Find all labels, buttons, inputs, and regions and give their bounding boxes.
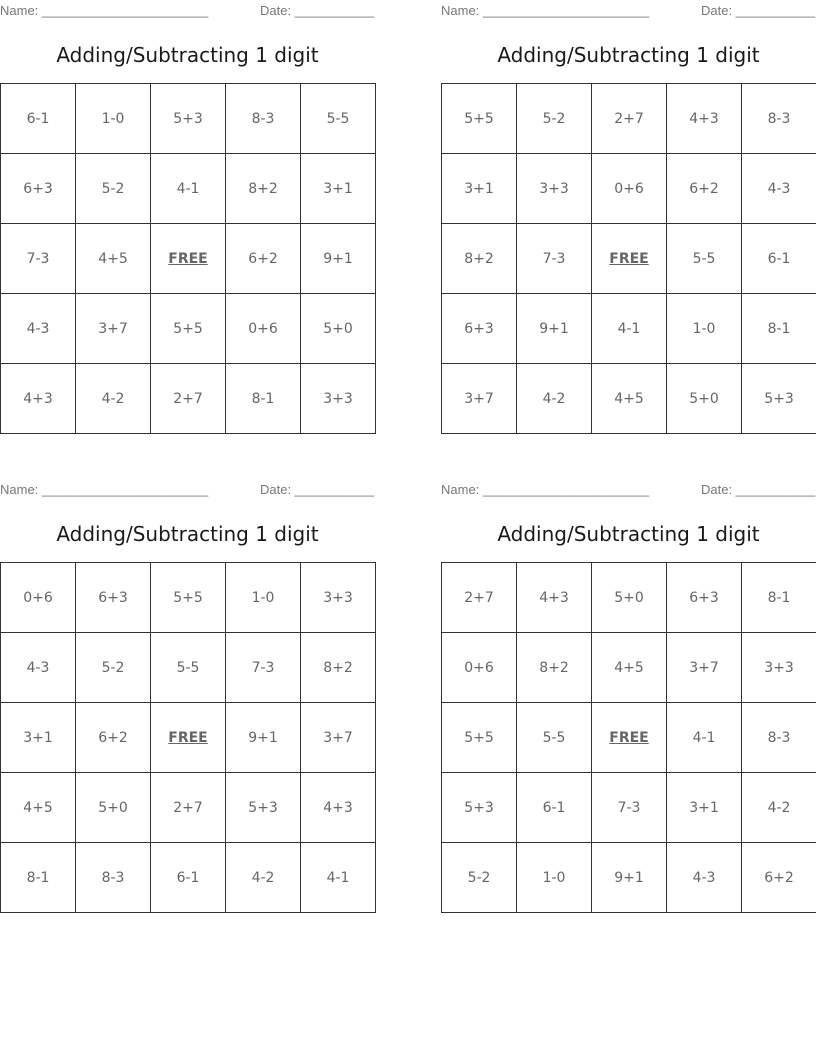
- grid-cell: 6-1: [151, 843, 226, 913]
- name-line: Name: _______________________: [0, 3, 209, 18]
- grid-row: [442, 294, 816, 364]
- date-line: Date: ___________: [260, 3, 375, 18]
- grid-cell: 5+3: [742, 364, 816, 434]
- name-date-row: [0, 482, 375, 498]
- grid-cell: 6+2: [76, 703, 151, 773]
- grid-cell: 1-0: [226, 563, 301, 633]
- free-space-cell: FREE: [151, 703, 226, 773]
- grid-row: [1, 773, 376, 843]
- grid-row: [442, 154, 816, 224]
- grid-cell: 4-3: [742, 154, 816, 224]
- grid-cell: 2+7: [442, 563, 517, 633]
- card-title: Adding/Subtracting 1 digit: [497, 43, 760, 67]
- grid-cell: 3+1: [442, 154, 517, 224]
- grid-row: [442, 563, 816, 633]
- grid-row: [1, 154, 376, 224]
- card-title: Adding/Subtracting 1 digit: [56, 43, 319, 67]
- grid-row: [442, 84, 816, 154]
- grid-cell: 5+5: [151, 563, 226, 633]
- name-date-row: [441, 482, 816, 498]
- grid-row: [1, 84, 376, 154]
- grid-cell: 4-3: [1, 633, 76, 703]
- grid-cell: 8-3: [226, 84, 301, 154]
- grid-cell: 6+2: [226, 224, 301, 294]
- date-line: Date: ___________: [701, 482, 816, 497]
- grid-cell: 7-3: [592, 773, 667, 843]
- grid-cell: 6+3: [1, 154, 76, 224]
- free-space-cell: FREE: [592, 224, 667, 294]
- grid-cell: 4+3: [1, 364, 76, 434]
- grid-cell: 5+3: [151, 84, 226, 154]
- grid-cell: 5+0: [76, 773, 151, 843]
- grid-cell: 9+1: [226, 703, 301, 773]
- grid-cell: 5+5: [151, 294, 226, 364]
- free-space-cell: FREE: [151, 224, 226, 294]
- grid-cell: 2+7: [151, 364, 226, 434]
- grid-cell: 5+3: [226, 773, 301, 843]
- name-line: Name: _______________________: [0, 482, 209, 497]
- grid-cell: 4-2: [517, 364, 592, 434]
- grid-cell: 4+3: [301, 773, 376, 843]
- name-line: Name: _______________________: [441, 3, 650, 18]
- grid-cell: 3+3: [517, 154, 592, 224]
- grid-cell: 5-2: [517, 84, 592, 154]
- grid-cell: 0+6: [592, 154, 667, 224]
- grid-cell: 5+5: [442, 84, 517, 154]
- grid-cell: 3+1: [301, 154, 376, 224]
- grid-cell: 5+0: [301, 294, 376, 364]
- grid-cell: 5-2: [76, 633, 151, 703]
- grid-row: [1, 843, 376, 913]
- grid-row: [442, 633, 816, 703]
- grid-cell: 3+7: [301, 703, 376, 773]
- grid-cell: 4-1: [592, 294, 667, 364]
- grid-cell: 1-0: [517, 843, 592, 913]
- grid-row: [442, 843, 816, 913]
- grid-cell: 6+3: [442, 294, 517, 364]
- bingo-card-top-left: [0, 0, 375, 433]
- grid-cell: 8+2: [301, 633, 376, 703]
- grid-cell: 4+5: [592, 633, 667, 703]
- grid-cell: 5+0: [667, 364, 742, 434]
- grid-cell: 4-2: [76, 364, 151, 434]
- card-title: Adding/Subtracting 1 digit: [56, 522, 319, 546]
- grid-cell: 8-1: [742, 563, 816, 633]
- grid-cell: 8+2: [517, 633, 592, 703]
- grid-cell: 9+1: [301, 224, 376, 294]
- grid-cell: 4-2: [226, 843, 301, 913]
- grid-cell: 5-5: [151, 633, 226, 703]
- grid-cell: 6+2: [742, 843, 816, 913]
- grid-cell: 8-3: [742, 703, 816, 773]
- grid-cell: 4-3: [667, 843, 742, 913]
- bingo-grid: [0, 83, 376, 434]
- grid-cell: 3+7: [76, 294, 151, 364]
- grid-row: [1, 364, 376, 434]
- grid-cell: 6+2: [667, 154, 742, 224]
- grid-cell: 3+7: [667, 633, 742, 703]
- grid-cell: 5-2: [76, 154, 151, 224]
- grid-cell: 8+2: [226, 154, 301, 224]
- grid-row: [442, 773, 816, 843]
- grid-cell: 8-1: [742, 294, 816, 364]
- grid-cell: 1-0: [667, 294, 742, 364]
- grid-cell: 3+3: [301, 364, 376, 434]
- card-title: Adding/Subtracting 1 digit: [497, 522, 760, 546]
- grid-cell: 4+5: [592, 364, 667, 434]
- grid-cell: 4+3: [667, 84, 742, 154]
- grid-cell: 4+3: [517, 563, 592, 633]
- grid-cell: 3+3: [742, 633, 816, 703]
- name-date-row: [0, 3, 375, 19]
- name-date-row: [441, 3, 816, 19]
- grid-cell: 9+1: [517, 294, 592, 364]
- grid-row: [1, 294, 376, 364]
- grid-cell: 6-1: [517, 773, 592, 843]
- grid-cell: 0+6: [1, 563, 76, 633]
- date-line: Date: ___________: [260, 482, 375, 497]
- grid-row: [442, 703, 816, 773]
- grid-cell: 5-5: [517, 703, 592, 773]
- grid-cell: 7-3: [226, 633, 301, 703]
- grid-cell: 4-1: [667, 703, 742, 773]
- grid-cell: 0+6: [226, 294, 301, 364]
- grid-cell: 8+2: [442, 224, 517, 294]
- grid-cell: 7-3: [1, 224, 76, 294]
- grid-cell: 5+5: [442, 703, 517, 773]
- grid-cell: 4-2: [742, 773, 816, 843]
- bingo-card-top-right: [441, 0, 816, 433]
- grid-cell: 8-3: [76, 843, 151, 913]
- bingo-grid: [441, 562, 816, 913]
- grid-cell: 5-2: [442, 843, 517, 913]
- date-line: Date: ___________: [701, 3, 816, 18]
- grid-row: [1, 224, 376, 294]
- grid-cell: 5-5: [301, 84, 376, 154]
- grid-cell: 6+3: [667, 563, 742, 633]
- grid-cell: 6+3: [76, 563, 151, 633]
- grid-cell: 4+5: [1, 773, 76, 843]
- grid-cell: 5+0: [592, 563, 667, 633]
- bingo-card-bottom-right: [441, 479, 816, 912]
- grid-cell: 8-1: [1, 843, 76, 913]
- grid-cell: 8-1: [226, 364, 301, 434]
- free-space-cell: FREE: [592, 703, 667, 773]
- grid-cell: 7-3: [517, 224, 592, 294]
- grid-row: [442, 364, 816, 434]
- grid-cell: 2+7: [592, 84, 667, 154]
- grid-cell: 4-3: [1, 294, 76, 364]
- grid-cell: 1-0: [76, 84, 151, 154]
- grid-cell: 4-1: [301, 843, 376, 913]
- bingo-grid: [0, 562, 376, 913]
- grid-cell: 2+7: [151, 773, 226, 843]
- grid-row: [442, 224, 816, 294]
- grid-cell: 3+3: [301, 563, 376, 633]
- grid-row: [1, 563, 376, 633]
- bingo-grid: [441, 83, 816, 434]
- grid-cell: 6-1: [742, 224, 816, 294]
- name-line: Name: _______________________: [441, 482, 650, 497]
- grid-cell: 4-1: [151, 154, 226, 224]
- grid-cell: 5+3: [442, 773, 517, 843]
- grid-cell: 6-1: [1, 84, 76, 154]
- grid-row: [1, 703, 376, 773]
- grid-cell: 3+1: [667, 773, 742, 843]
- grid-cell: 3+7: [442, 364, 517, 434]
- grid-cell: 0+6: [442, 633, 517, 703]
- grid-cell: 5-5: [667, 224, 742, 294]
- grid-cell: 8-3: [742, 84, 816, 154]
- bingo-card-bottom-left: [0, 479, 375, 912]
- grid-cell: 9+1: [592, 843, 667, 913]
- grid-cell: 3+1: [1, 703, 76, 773]
- grid-cell: 4+5: [76, 224, 151, 294]
- grid-row: [1, 633, 376, 703]
